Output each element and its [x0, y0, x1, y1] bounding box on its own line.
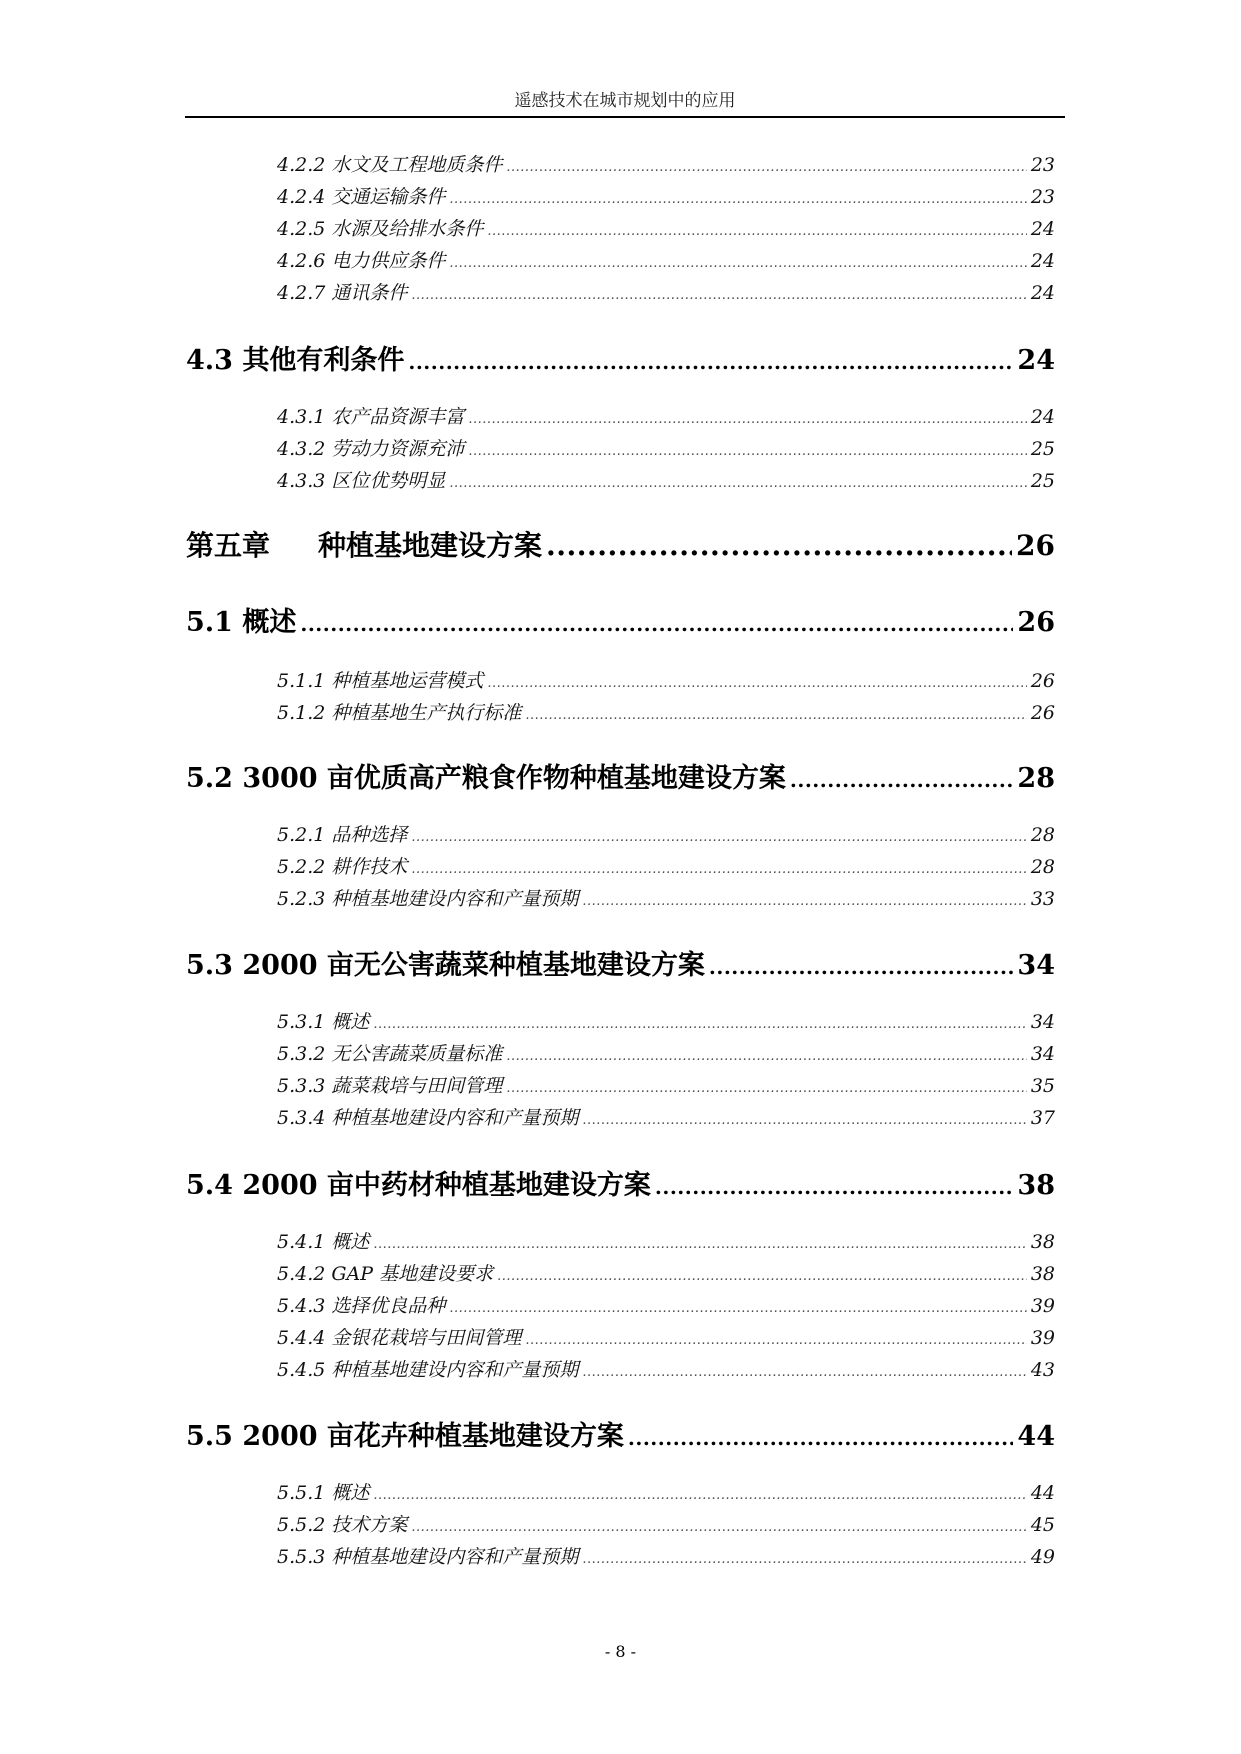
toc-entry[interactable] [277, 182, 1055, 208]
toc-entry-page: 23 [1030, 154, 1055, 176]
toc-section-entry[interactable] [186, 1163, 1055, 1199]
toc-dot-leader [373, 1017, 1026, 1032]
toc-entry[interactable] [277, 402, 1055, 428]
toc-entry-page: 37 [1030, 1107, 1055, 1129]
toc-section-entry[interactable] [186, 338, 1055, 374]
toc-dot-leader [449, 256, 1026, 271]
toc-entry-title: 5.4.5 种植基地建设内容和产量预期 [277, 1359, 579, 1381]
toc-entry-page: 24 [1030, 282, 1055, 304]
toc-entry-title: 5.1 概述 [186, 607, 297, 638]
toc-dot-leader [655, 1175, 1014, 1199]
toc-entry-title: 4.2.4 交通运输条件 [277, 186, 446, 208]
toc-entry[interactable] [277, 214, 1055, 240]
toc-entry[interactable] [277, 1323, 1055, 1349]
toc-entry-title: 5.1.2 种植基地生产执行标准 [277, 702, 522, 724]
toc-entry-title: 4.2.7 通讯条件 [277, 282, 408, 304]
toc-entry-page: 28 [1017, 763, 1055, 794]
toc-entry-title: 5.5.2 技术方案 [277, 1514, 408, 1536]
toc-entry-page: 26 [1016, 529, 1055, 562]
toc-entry-page: 24 [1030, 406, 1055, 428]
toc-dot-leader [628, 1426, 1014, 1450]
toc-entry-title: 5.4.2 GAP 基地建设要求 [277, 1263, 494, 1285]
toc-entry-page: 24 [1030, 250, 1055, 272]
toc-entry[interactable] [277, 1227, 1055, 1253]
toc-entry-title: 4.2.5 水源及给排水条件 [277, 218, 484, 240]
toc-dot-leader [506, 1049, 1026, 1064]
chapter-number: 第五章 [186, 529, 271, 562]
toc-entry-page: 23 [1030, 186, 1055, 208]
toc-entry[interactable] [277, 278, 1055, 304]
toc-entry-title: 4.2.2 水文及工程地质条件 [277, 154, 503, 176]
toc-dot-leader [582, 1552, 1026, 1567]
toc-entry-page: 43 [1030, 1359, 1055, 1381]
toc-entry[interactable] [277, 1355, 1055, 1381]
toc-chapter-entry[interactable] [186, 524, 1055, 562]
toc-entry-page: 26 [1030, 702, 1055, 724]
toc-dot-leader [373, 1237, 1026, 1252]
toc-dot-leader [449, 476, 1026, 491]
toc-dot-leader [487, 224, 1026, 239]
toc-entry-title: 5.5.1 概述 [277, 1482, 370, 1504]
toc-entry-page: 49 [1030, 1546, 1055, 1568]
toc-entry-page: 38 [1017, 1170, 1055, 1201]
toc-entry-page: 28 [1030, 824, 1055, 846]
toc-dot-leader [497, 1269, 1027, 1284]
toc-entry[interactable] [277, 1071, 1055, 1097]
toc-dot-leader [546, 529, 1012, 562]
toc-entry-title [186, 524, 542, 564]
toc-entry-title: 5.3.4 种植基地建设内容和产量预期 [277, 1107, 579, 1129]
toc-section-entry[interactable] [186, 1414, 1055, 1450]
toc-entry[interactable] [277, 466, 1055, 492]
toc-entry-page: 26 [1017, 607, 1055, 638]
toc-entry-title: 5.2.1 品种选择 [277, 824, 408, 846]
toc-entry-title: 5.5 2000 亩花卉种植基地建设方案 [186, 1421, 624, 1452]
toc-dot-leader [411, 830, 1026, 845]
toc-entry-page: 35 [1030, 1075, 1055, 1097]
toc-dot-leader [506, 1081, 1026, 1096]
toc-dot-leader [468, 412, 1026, 427]
toc-dot-leader [300, 612, 1013, 636]
toc-entry[interactable] [277, 1039, 1055, 1065]
toc-entry-page: 34 [1030, 1043, 1055, 1065]
toc-entry-page: 45 [1030, 1514, 1055, 1536]
toc-entry-page: 26 [1030, 670, 1055, 692]
toc-entry-page: 25 [1030, 470, 1055, 492]
toc-entry[interactable] [277, 1291, 1055, 1317]
toc-entry[interactable] [277, 852, 1055, 878]
toc-entry[interactable] [277, 1259, 1055, 1285]
toc-dot-leader [449, 1301, 1026, 1316]
toc-dot-leader [449, 192, 1026, 207]
toc-dot-leader [373, 1488, 1026, 1503]
toc-entry-title: 5.4.1 概述 [277, 1231, 370, 1253]
toc-entry[interactable] [277, 1510, 1055, 1536]
toc-dot-leader [525, 708, 1026, 723]
toc-entry[interactable] [277, 884, 1055, 910]
toc-entry-title: 5.2.2 耕作技术 [277, 856, 408, 878]
toc-entry-page: 34 [1030, 1011, 1055, 1033]
toc-dot-leader [408, 350, 1013, 374]
toc-entry-page: 24 [1030, 218, 1055, 240]
toc-section-entry[interactable] [186, 756, 1055, 792]
toc-entry-title: 5.4.4 金银花栽培与田间管理 [277, 1327, 522, 1349]
toc-entry-title: 4.3.1 农产品资源丰富 [277, 406, 465, 428]
toc-entry-title: 5.3.3 蔬菜栽培与田间管理 [277, 1075, 503, 1097]
toc-entry[interactable] [277, 150, 1055, 176]
toc-section-entry[interactable] [186, 943, 1055, 979]
toc-dot-leader [582, 1365, 1026, 1380]
toc-entry-page: 39 [1030, 1327, 1055, 1349]
toc-entry-title: 4.2.6 电力供应条件 [277, 250, 446, 272]
toc-dot-leader [790, 768, 1014, 792]
toc-entry-page: 33 [1030, 888, 1055, 910]
toc-dot-leader [506, 160, 1026, 175]
toc-entry[interactable] [277, 820, 1055, 846]
toc-entry-title: 4.3 其他有利条件 [186, 345, 405, 376]
toc-entry-title: 5.3 2000 亩无公害蔬菜种植基地建设方案 [186, 950, 705, 981]
toc-entry[interactable] [277, 666, 1055, 692]
toc-entry-page: 34 [1017, 950, 1055, 981]
toc-entry-title: 5.1.1 种植基地运营模式 [277, 670, 484, 692]
toc-entry[interactable] [277, 1542, 1055, 1568]
toc-entry-title: 4.3.3 区位优势明显 [277, 470, 446, 492]
toc-entry-title: 5.4 2000 亩中药材种植基地建设方案 [186, 1170, 651, 1201]
running-header: 遥感技术在城市规划中的应用 [514, 91, 736, 111]
toc-entry[interactable] [277, 1007, 1055, 1033]
toc-entry-title: 5.3.2 无公害蔬菜质量标准 [277, 1043, 503, 1065]
toc-entry[interactable] [277, 1103, 1055, 1129]
toc-section-entry[interactable] [186, 600, 1055, 636]
toc-entry-title: 5.2.3 种植基地建设内容和产量预期 [277, 888, 579, 910]
toc-entry-page: 38 [1030, 1263, 1055, 1285]
toc-dot-leader [582, 894, 1026, 909]
toc-entry[interactable] [277, 698, 1055, 724]
toc-dot-leader [525, 1333, 1026, 1348]
toc-dot-leader [468, 444, 1026, 459]
toc-entry-page: 44 [1017, 1421, 1055, 1452]
toc-dot-leader [582, 1113, 1026, 1128]
toc-entry-page: 44 [1030, 1482, 1055, 1504]
toc-entry-page: 38 [1030, 1231, 1055, 1253]
toc-entry-title: 4.3.2 劳动力资源充沛 [277, 438, 465, 460]
page-number: - 8 - [604, 1642, 637, 1661]
toc-entry-page: 25 [1030, 438, 1055, 460]
toc-entry-title: 5.4.3 选择优良品种 [277, 1295, 446, 1317]
toc-dot-leader [411, 288, 1026, 303]
toc-entry[interactable] [277, 246, 1055, 272]
toc-dot-leader [411, 862, 1026, 877]
chapter-title: 种植基地建设方案 [318, 529, 543, 562]
toc-dot-leader [709, 955, 1014, 979]
toc-dot-leader [411, 1520, 1026, 1535]
toc-dot-leader [487, 676, 1026, 691]
toc-entry[interactable] [277, 1478, 1055, 1504]
toc-entry-page: 24 [1017, 345, 1055, 376]
toc-entry[interactable] [277, 434, 1055, 460]
toc-entry-page: 28 [1030, 856, 1055, 878]
toc-entry-page: 39 [1030, 1295, 1055, 1317]
toc-entry-title: 5.2 3000 亩优质高产粮食作物种植基地建设方案 [186, 763, 786, 794]
toc-entry-title: 5.3.1 概述 [277, 1011, 370, 1033]
toc-entry-title: 5.5.3 种植基地建设内容和产量预期 [277, 1546, 579, 1568]
